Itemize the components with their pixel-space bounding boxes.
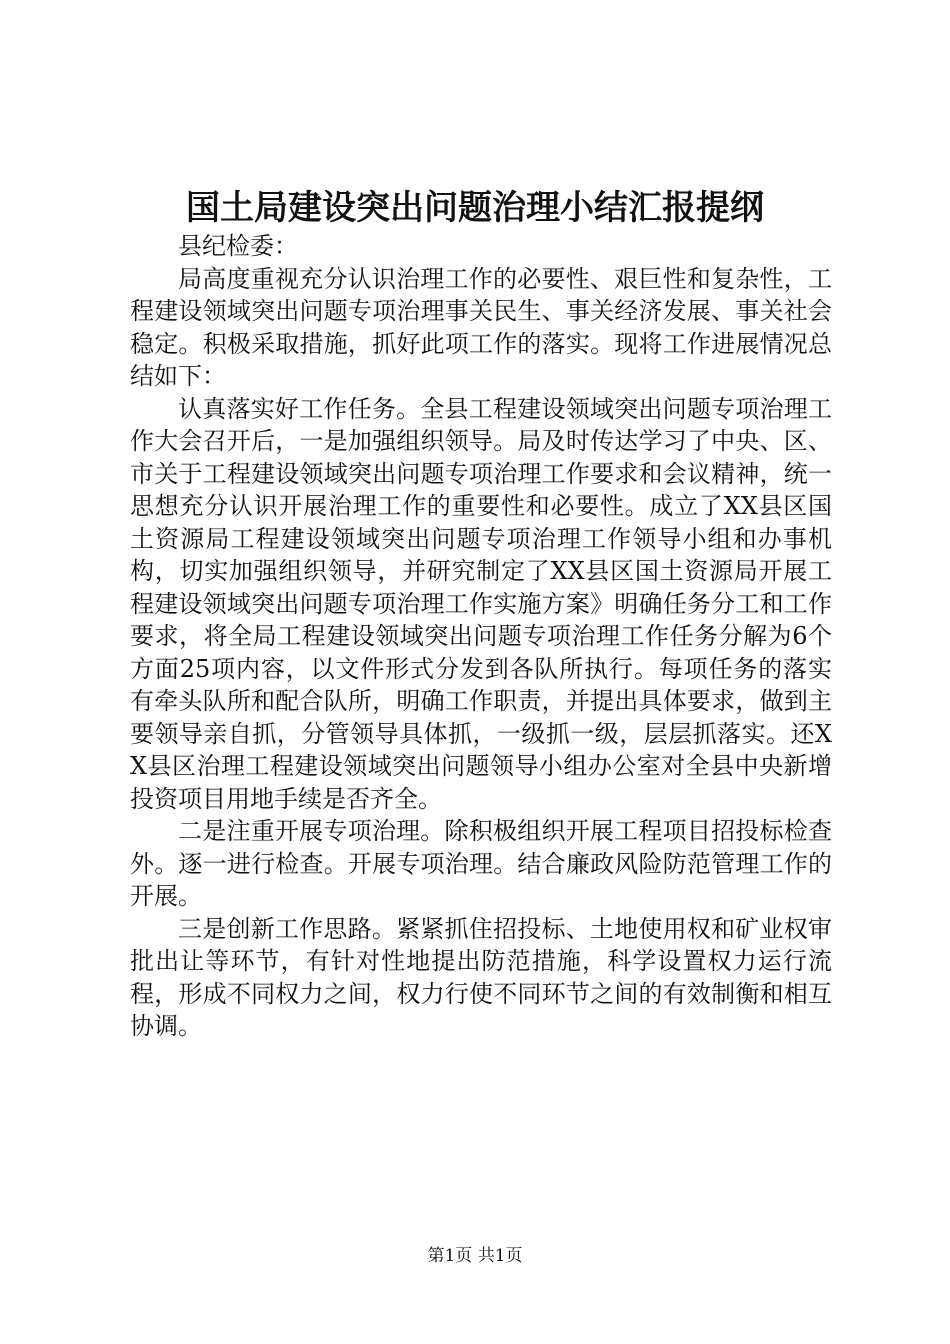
document-body <box>130 230 832 1043</box>
salutation: 县纪检委： <box>178 232 298 260</box>
paragraph-special-governance: 二是注重开展专项治理。除积极组织开展工程项目招投标检查外。逐一进行检查。开展专项治理。结合廉政风险防范管理工作的开展。 <box>130 817 832 910</box>
page-footer: 第1页 共1页 <box>427 1246 523 1266</box>
paragraph-innovation: 三是创新工作思路。紧紧抓住招投标、土地使用权和矿业权审批出让等环节，有针对性地提出防范措施，科学设置权力运行流程，形成不同权力之间，权力行使不同环节之间的有效制衡和相互协调。 <box>130 914 832 1040</box>
paragraph-tasks: 认真落实好工作任务。全县工程建设领域突出问题专项治理工作大会召开后，一是加强组织领导。局及时传达学习了中央、区、市关于工程建设领域突出问题专项治理工作要求和会议精神，统一思想充分认识开展治理工作的重要性和必要性。成立了XX县区国土资源局工程建设领域突出问题专项治理工作领导小组和办事机构，切实加强组织领导，并研究制定了XX县区国土资源局开展工程建设领域突出问题专项治理工作实施方案》明确任务分工和工作要求，将全局工程建设领域突出问题专项治理工作任务分解为6个方面25项内容，以文件形式分发到各队所执行。每项任务的落实有牵头队所和配合队所，明确工作职责，并提出具体要求，做到主要领导亲自抓，分管领导具体抓，一级抓一级，层层抓落实。还XX县区治理工程建设领域突出问题领导小组办公室对全县中央新增投资项目用地手续是否齐全。 <box>130 394 832 813</box>
document-title: 国土局建设突出问题治理小结汇报提纲 <box>186 188 764 228</box>
paragraph-intro: 局高度重视充分认识治理工作的必要性、艰巨性和复杂性，工程建设领域突出问题专项治理事关民生、事关经济发展、事关社会稳定。积极采取措施，抓好此项工作的落实。现将工作进展情况总结如下： <box>130 264 832 390</box>
